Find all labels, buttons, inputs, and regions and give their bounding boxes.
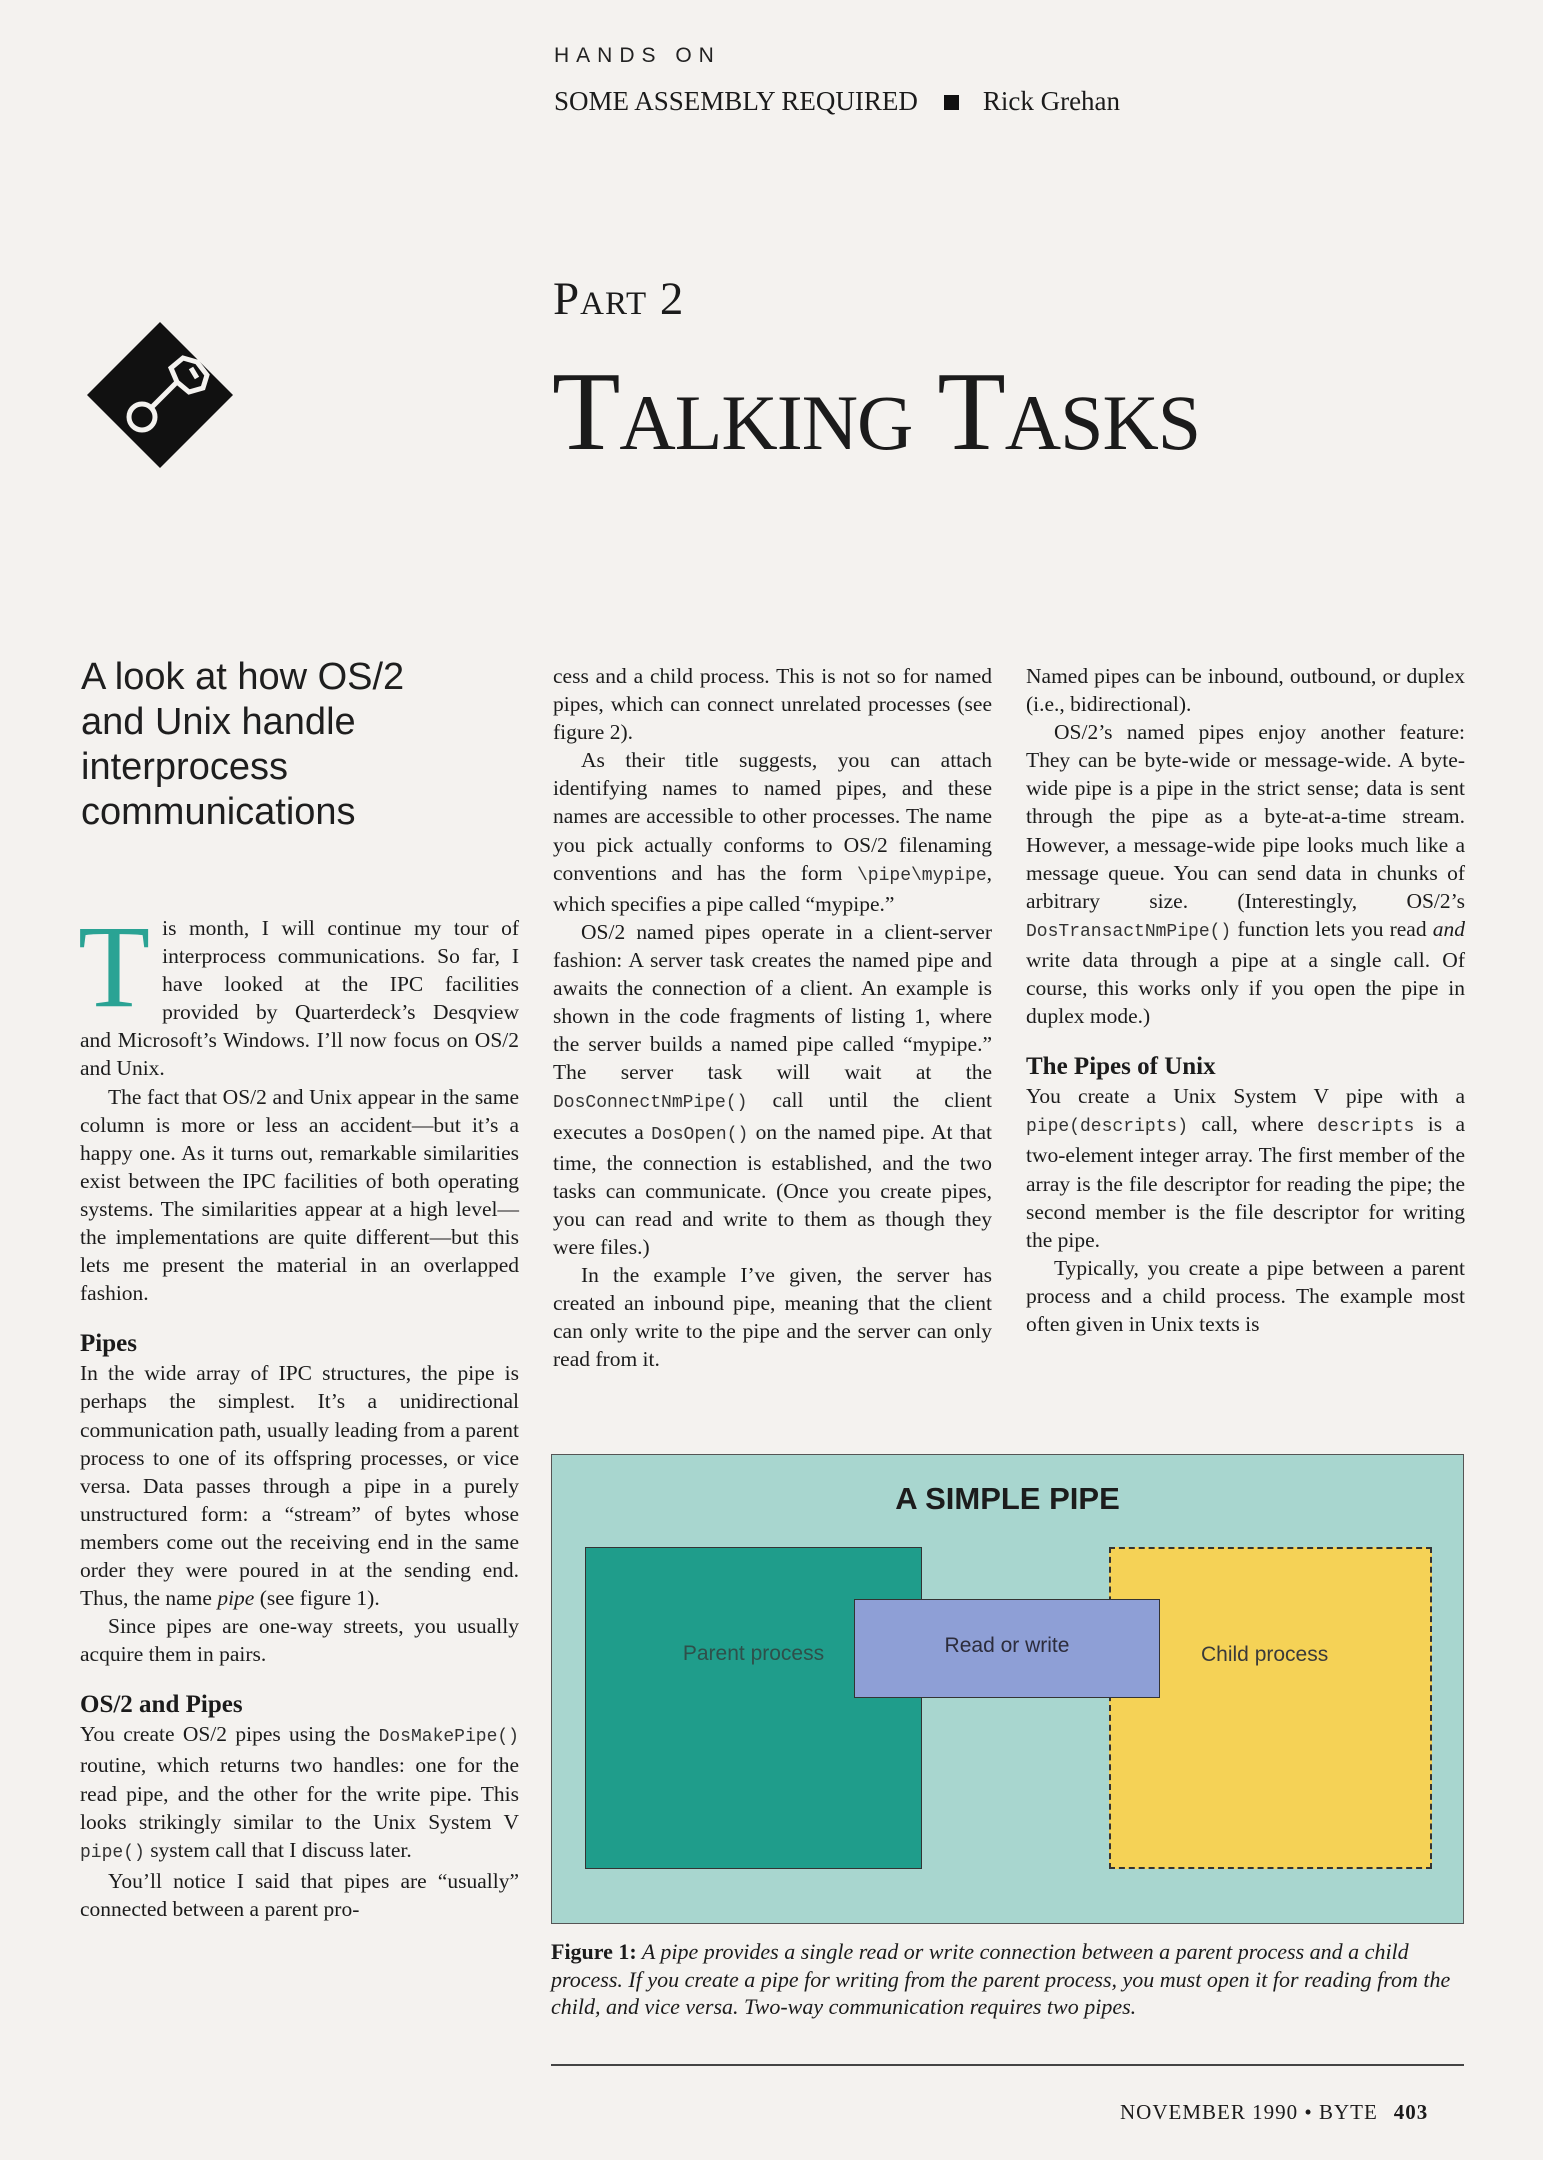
wrench-magnifier-icon [85,320,235,470]
body-column-1 [78,901,519,1923]
paragraph: Named pipes can be inbound, outbound, or duplex (i.e., bidirectional). [1026,664,1465,717]
parent-process-box [585,1547,922,1869]
caption-text: A pipe provides a single read or write connection between a parent process and a child process. If you create a pipe for writing from the parent process, you must open it for reading from the child, and vice versa. Two-way communication requires two pipes. [551,1939,1451,2019]
read-write-box [854,1599,1160,1698]
column-header [554,86,1120,117]
paragraph: OS/2 named pipes operate in a client-server fashion: A server task creates the named pipe and awaits the connection of a client. An example is shown in the code fragments of listing 1, where the server builds a named pipe called “mypipe.” The server task will wait at the DosConnectNmPipe() call until the client executes a DosOpen() on the named pipe. At that time, the connection is established, and the two tasks can communicate. (Once you create pipes, you can read and write to them as though they were files.) [553,919,992,1259]
figure-caption [551,1938,1466,2021]
paragraph: In the wide array of IPC structures, the pipe is perhaps the simplest. It’s a unidirectional communication path, usually leading from a parent process to one of its offspring processes, or vice versa. Data passes through a pipe in a purely unstructured form: a “stream” of bytes whose members come out the receiving end in the same order they were poured in at the sending end. Thus, the name pipe (see figure 1). [80,1361,519,1611]
paragraph: The fact that OS/2 and Unix appear in the same column is more or less an accident—but it’s a happy one. As it turns out, remarkable similarities exist between the IPC facilities of both operating systems. The similarities appear at a high level—the implementations are quite different—but this lets me present the material in an overlapped fashion. [80,1084,519,1306]
paragraph: As their title suggests, you can attach identifying names to named pipes, and these names are accessible to other processes. The name you pick actually conforms to OS/2 filenaming conventions and has the form \pipe\mypipe, which specifies a pipe called “mypipe.” [553,748,992,916]
page-number: 403 [1393,2100,1429,2124]
divider [551,2064,1464,2066]
child-process-box [1109,1547,1432,1869]
body-column-2 [553,662,992,1373]
paragraph: In the example I’ve given, the server has created an inbound pipe, meaning that the client can only write to the pipe and the server can only read from it. [553,1262,992,1372]
paragraph: Tis month, I will continue my tour of interprocess communications. So far, I have looked at the IPC facilities provided by Quarterdeck’s Desqview and Microsoft’s Windows. I’ll now focus on OS/2 and Unix. [78,901,519,1081]
paragraph: cess and a child process. This is not so for named pipes, which can connect unrelated processes (see figure 2). [553,664,992,745]
drop-cap: T [78,901,151,1032]
caption-label: Figure 1: [551,1939,637,1964]
author-name: Rick Grehan [982,86,1121,116]
article-title: Talking Tasks [552,350,1201,474]
paragraph: OS/2’s named pipes enjoy another feature: They can be byte-wide or message-wide. A byte-wide pipe is a pipe in the strict sense; data is sent through the pipe as a byte-at-a-time stream. However, a message-wide pipe looks much like a message queue. You can send data in chunks of arbitrary size. (Interestingly, OS/2’s DosTransactNmPipe() function lets you read and write data through a pipe at a single call. Of course, this works only if you open the pipe in duplex mode.) [1026,720,1465,1029]
subhead-unix-pipes: The Pipes of Unix [1026,1053,1216,1081]
part-label: Part 2 [553,273,685,325]
child-process-label: Child process [1201,1643,1329,1666]
page-footer [1120,2100,1428,2125]
column-title: SOME ASSEMBLY REQUIRED [554,86,918,116]
figure-title: A SIMPLE PIPE [895,1481,1120,1516]
subhead-os2-pipes: OS/2 and Pipes [80,1691,243,1719]
subhead-pipes: Pipes [80,1330,137,1358]
parent-process-label: Parent process [682,1642,825,1665]
paragraph: You create a Unix System V pipe with a pipe(descripts) call, where descripts is a two-element integer array. The first member of the array is the file descriptor for reading the pipe; the second member is the file descriptor for writing the pipe. [1026,1084,1465,1252]
body-column-3 [1026,662,1465,1338]
paragraph: Typically, you create a pipe between a parent process and a child process. The example most often given in Unix texts is [1026,1255,1465,1336]
section-label: HANDS ON [554,44,721,67]
read-write-label: Read or write [944,1634,1070,1657]
paragraph: You create OS/2 pipes using the DosMakePipe() routine, which returns two handles: one for the read pipe, and the other for the write pipe. This looks strikingly similar to the Unix System V pipe() system call that I discuss later. [80,1722,519,1863]
paragraph: You’ll notice I said that pipes are “usually” connected between a parent pro- [80,1868,519,1921]
figure-simple-pipe [551,1454,1464,1924]
article-deck: A look at how OS/2 and Unix handle interprocess communications [81,656,405,833]
square-bullet-icon [944,95,959,110]
paragraph: Since pipes are one-way streets, you usually acquire them in pairs. [80,1614,519,1667]
issue-label: NOVEMBER 1990 • BYTE [1120,2100,1378,2124]
